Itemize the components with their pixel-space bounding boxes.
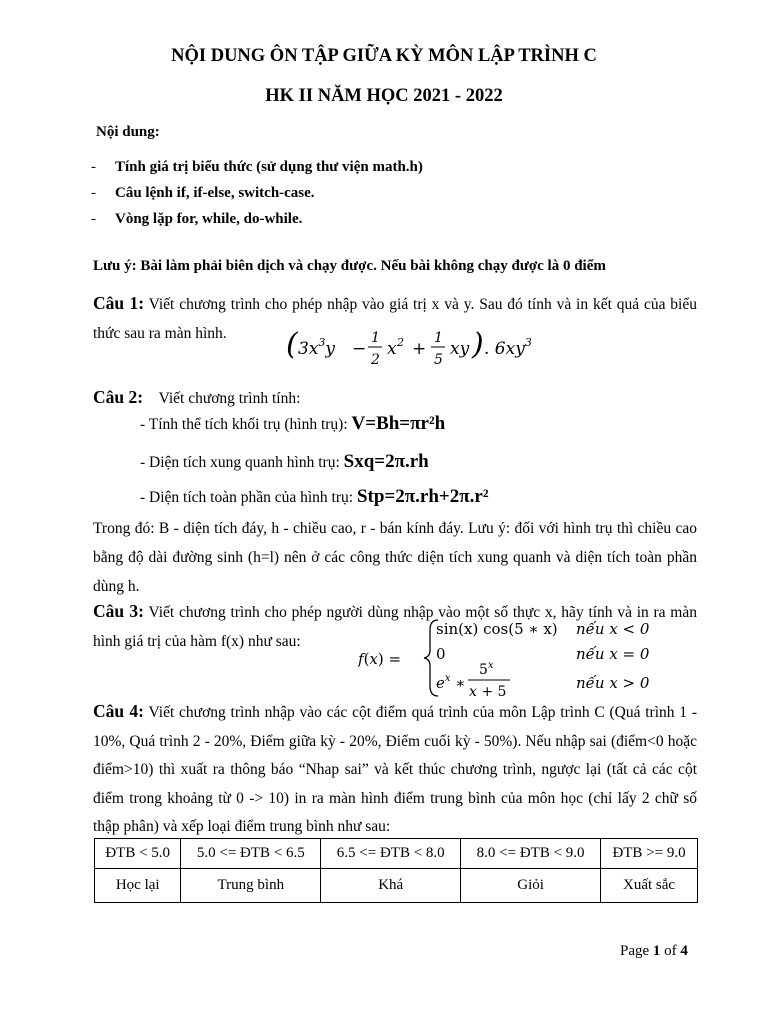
bullet-marker: - — [91, 211, 96, 227]
list-item-text: Câu lệnh if, if-else, switch-case. — [115, 185, 315, 201]
svg-text:x: x — [387, 339, 397, 359]
content-label: Nội dung: — [96, 124, 160, 140]
piecewise-function-svg — [358, 616, 658, 698]
svg-text:3x3y: $3x^3y$ — [298, 336, 336, 359]
formula-item — [140, 451, 429, 473]
table-cell: 6.5 <= ĐTB < 8.0 — [321, 839, 461, 869]
svg-text:. 6xy3: . $6xy^3$ — [484, 336, 532, 359]
question-text: Viết chương trình cho phép nhập vào giá trị x và y. Sau đó tính và in kết quả của biểu thức sau ra màn hình. — [93, 296, 697, 342]
note-text: Lưu ý: Bài làm phải biên dịch và chạy được. Nếu bài không chạy được là 0 điểm — [93, 258, 606, 274]
question-heading: Câu 3: — [93, 601, 144, 621]
grade-table — [94, 838, 698, 903]
svg-text:−: − — [352, 339, 367, 359]
piecewise-function — [358, 616, 658, 702]
question-heading: Câu 1: — [93, 293, 145, 313]
expression-formula-svg — [286, 324, 556, 372]
svg-text:1: 1 — [371, 330, 380, 346]
formula-item — [140, 486, 489, 508]
list-item-text: Vòng lặp for, while, do-while. — [115, 211, 303, 227]
document-subtitle: HK II NĂM HỌC 2021 - 2022 — [265, 86, 503, 106]
table-row — [95, 839, 698, 869]
page-number: Page 1 of 4 — [620, 943, 688, 959]
svg-text:5: 5 — [434, 352, 443, 368]
table-cell: Khá — [321, 869, 461, 903]
svg-text:): ) — [472, 327, 484, 362]
formula-item-text: - Diện tích toàn phần của hình trụ: — [140, 489, 354, 506]
svg-text:5x: 5$^x$ — [479, 660, 494, 678]
document-title: NỘI DUNG ÔN TẬP GIỮA KỲ MÔN LẬP TRÌNH C — [171, 46, 597, 66]
case-expression: 0 — [436, 645, 446, 663]
svg-text:2: 2 — [371, 352, 380, 368]
question-4 — [93, 697, 697, 842]
svg-text:ex ∗: $e^x$ ∗ — [436, 673, 466, 692]
table-cell: Trung bình — [181, 869, 321, 903]
formula-item-text: - Tính thể tích khối trụ (hình trụ): — [140, 416, 348, 433]
question-heading: Câu 4: — [93, 701, 144, 721]
explanation-text: Trong đó: B - diện tích đáy, h - chiều cao, r - bán kính đáy. Lưu ý: đối với hình trụ thì chiều cao bằng độ dài đường sinh (h=l) nên ở các công thức diện tích xung quanh và diện tích toàn phần dùng h. — [93, 520, 697, 595]
expression-formula — [286, 324, 556, 377]
svg-text:2: 2 — [397, 336, 404, 349]
table-cell: 8.0 <= ĐTB < 9.0 — [461, 839, 601, 869]
question-2 — [93, 383, 697, 414]
svg-text:xy: xy — [450, 339, 470, 359]
svg-text:+: + — [412, 339, 427, 359]
formula-item-text: - Diện tích xung quanh hình trụ: — [140, 454, 340, 471]
question-text: Viết chương trình tính: — [158, 390, 301, 407]
list-item — [91, 159, 423, 185]
formula-item-formula: V=Bh=πr²h — [351, 413, 446, 434]
formula-item-formula: Stp=2π.rh+2π.r² — [356, 486, 489, 507]
bullet-marker: - — [91, 185, 96, 201]
table-cell: Giỏi — [461, 869, 601, 903]
table-cell: ĐTB < 5.0 — [95, 839, 181, 869]
table-row — [95, 869, 698, 903]
svg-text:1: 1 — [434, 330, 443, 346]
list-item-text: Tính giá trị biểu thức (sử dụng thư viện math.h) — [115, 159, 423, 175]
bullet-marker: - — [91, 159, 96, 175]
table-cell: Xuất sắc — [601, 869, 698, 903]
case-condition: nếu x < 0 — [576, 620, 650, 638]
svg-text:(: ( — [286, 327, 298, 362]
table-cell: 5.0 <= ĐTB < 6.5 — [181, 839, 321, 869]
formula-item-formula: Sxq=2π.rh — [343, 451, 429, 472]
case-condition: nếu x > 0 — [576, 674, 650, 692]
table-cell: ĐTB >= 9.0 — [601, 839, 698, 869]
table-cell: Học lại — [95, 869, 181, 903]
question-text: Viết chương trình nhập vào các cột điểm quá trình của môn Lập trình C (Quá trình 1 - 10%, Quá trình 2 - 20%, Điểm giữa kỳ - 20%, Điểm cuối kỳ - 50%). Nếu nhập sai (điểm<0 hoặc điểm>10) thì xuất ra thông báo “Nhap sai” và kết thúc chương trình, ngược lại (tất cả các cột điểm trong khoảng từ 0 -> 10) in ra màn hình điểm trung bình của môn học (chỉ lấy 2 chữ số thập phân) và xếp loại điểm trung bình như sau: — [93, 704, 697, 835]
list-item — [91, 211, 423, 237]
case-expression: sin(x) cos(5 ∗ x) — [436, 620, 558, 638]
question-text: Viết chương trình cho phép người dùng nhập vào một số thực x, hãy tính và in ra màn hình giá trị của hàm f(x) như sau: — [93, 604, 697, 650]
svg-text:x + 5: x + 5 — [469, 684, 507, 698]
question-heading: Câu 2: — [93, 387, 144, 407]
list-item — [91, 185, 423, 211]
case-condition: nếu x = 0 — [576, 645, 650, 663]
svg-text:f(x) =: f(x) = — [358, 650, 402, 668]
content-list — [91, 159, 423, 237]
formula-item — [140, 413, 445, 435]
